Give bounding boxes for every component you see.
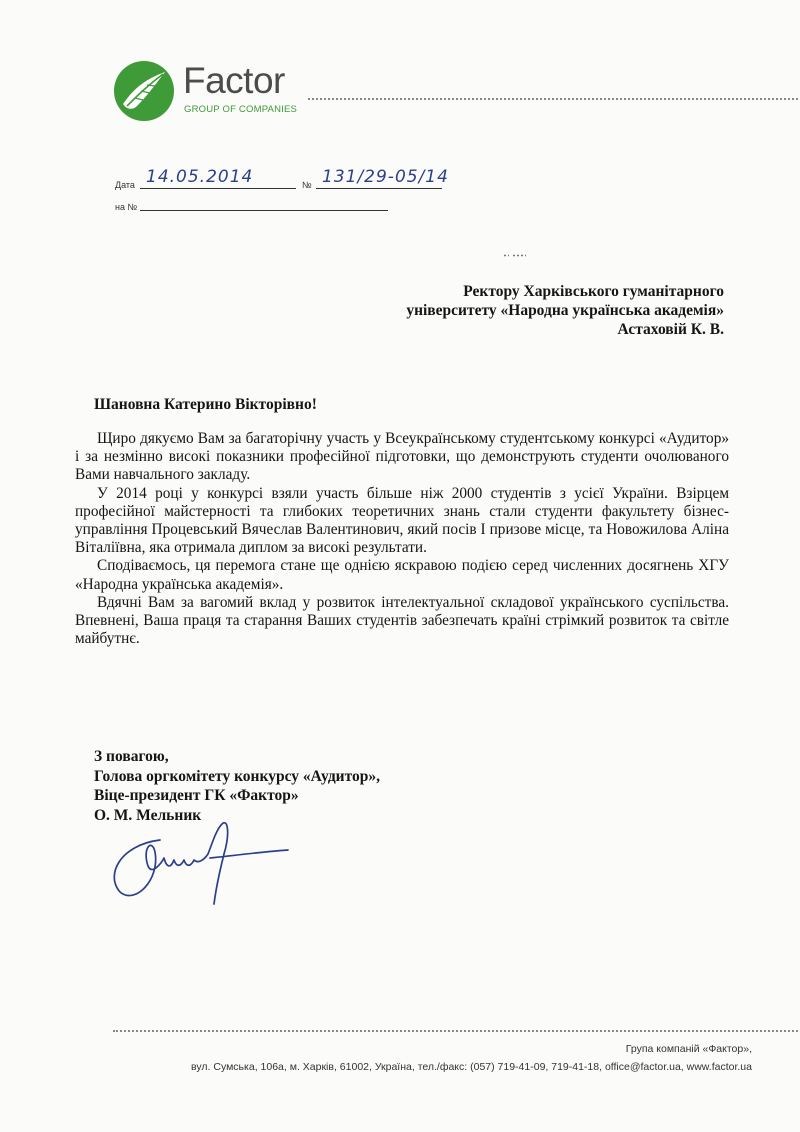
closing-line: Голова оргкомітету конкурсу «Аудитор», <box>94 767 380 785</box>
salutation: Шановна Катерино Вікторівно! <box>94 396 317 413</box>
body-paragraph: Вдячні Вам за вагомий вклад у розвиток інтелектуальної складової українського суспільства. Впевнені, Ваша праця та старання Ваших студентів забезпечать країні стрімкий розвиток та світле майбутнє. <box>75 593 729 648</box>
addressee-line: Астаховій К. В. <box>617 321 724 338</box>
body-paragraph: У 2014 році у конкурсі взяли участь більше ніж 2000 студентів з усієї України. Взірцем професійної майстерності та глибоких теоретичних знань стали студенти факультету бізнес-управління Процевський Вячеслав Валентинович, який посів І призове місце, та Новожилова Аліна Віталіївна, яка отримала диплом за високі результати. <box>75 484 729 557</box>
addressee-line: університету «Народна українська академія» <box>406 302 724 319</box>
number-value: 131/29-05/14 <box>322 167 449 187</box>
footer-dotted-divider <box>113 1030 798 1032</box>
date-line <box>140 188 296 189</box>
addressee-line: Ректору Харківського гуманітарного <box>463 283 724 300</box>
brand-subtitle: GROUP OF COMPANIES <box>184 104 298 115</box>
closing-line: З повагою, <box>94 748 169 765</box>
body-paragraph: Сподіваємось, ця перемога стане ще однією яскравою подією серед численних досягнень ХГУ «Народна українська академія». <box>75 557 729 593</box>
body-paragraph: Щиро дякуємо Вам за багаторічну участь у Всеукраїнському студентському конкурсі «Аудитор» і за незмінно високі показники професійної підготовки, що демонструють студенти очолюваного Вами навчального закладу. <box>75 430 729 484</box>
footer-company: Група компаній «Фактор», <box>625 1043 752 1055</box>
closing-line: Віце-президент ГК «Фактор» <box>94 787 299 804</box>
signatory-name: О. М. Мельник <box>94 806 202 824</box>
letter-body <box>75 430 729 648</box>
header-dotted-divider <box>308 98 798 100</box>
company-logo <box>113 60 413 124</box>
date-label: Дата <box>115 180 135 190</box>
feather-leaf-logo-icon <box>113 60 175 122</box>
addressee-block <box>304 282 724 339</box>
brand-name: Factor <box>183 60 285 101</box>
number-line <box>316 188 442 189</box>
date-value: 14.05.2014 <box>146 167 254 187</box>
footer-address: вул. Сумська, 106а, м. Харків, 61002, Україна, тел./факс: (057) 719-41-09, 719-41-18, office@factor.ua, www.factor.ua <box>191 1061 752 1073</box>
ref-label: на № <box>115 202 138 212</box>
handwritten-signature <box>100 800 300 920</box>
number-label: № <box>302 180 312 190</box>
ref-line <box>140 210 388 211</box>
scan-speck <box>504 254 526 257</box>
